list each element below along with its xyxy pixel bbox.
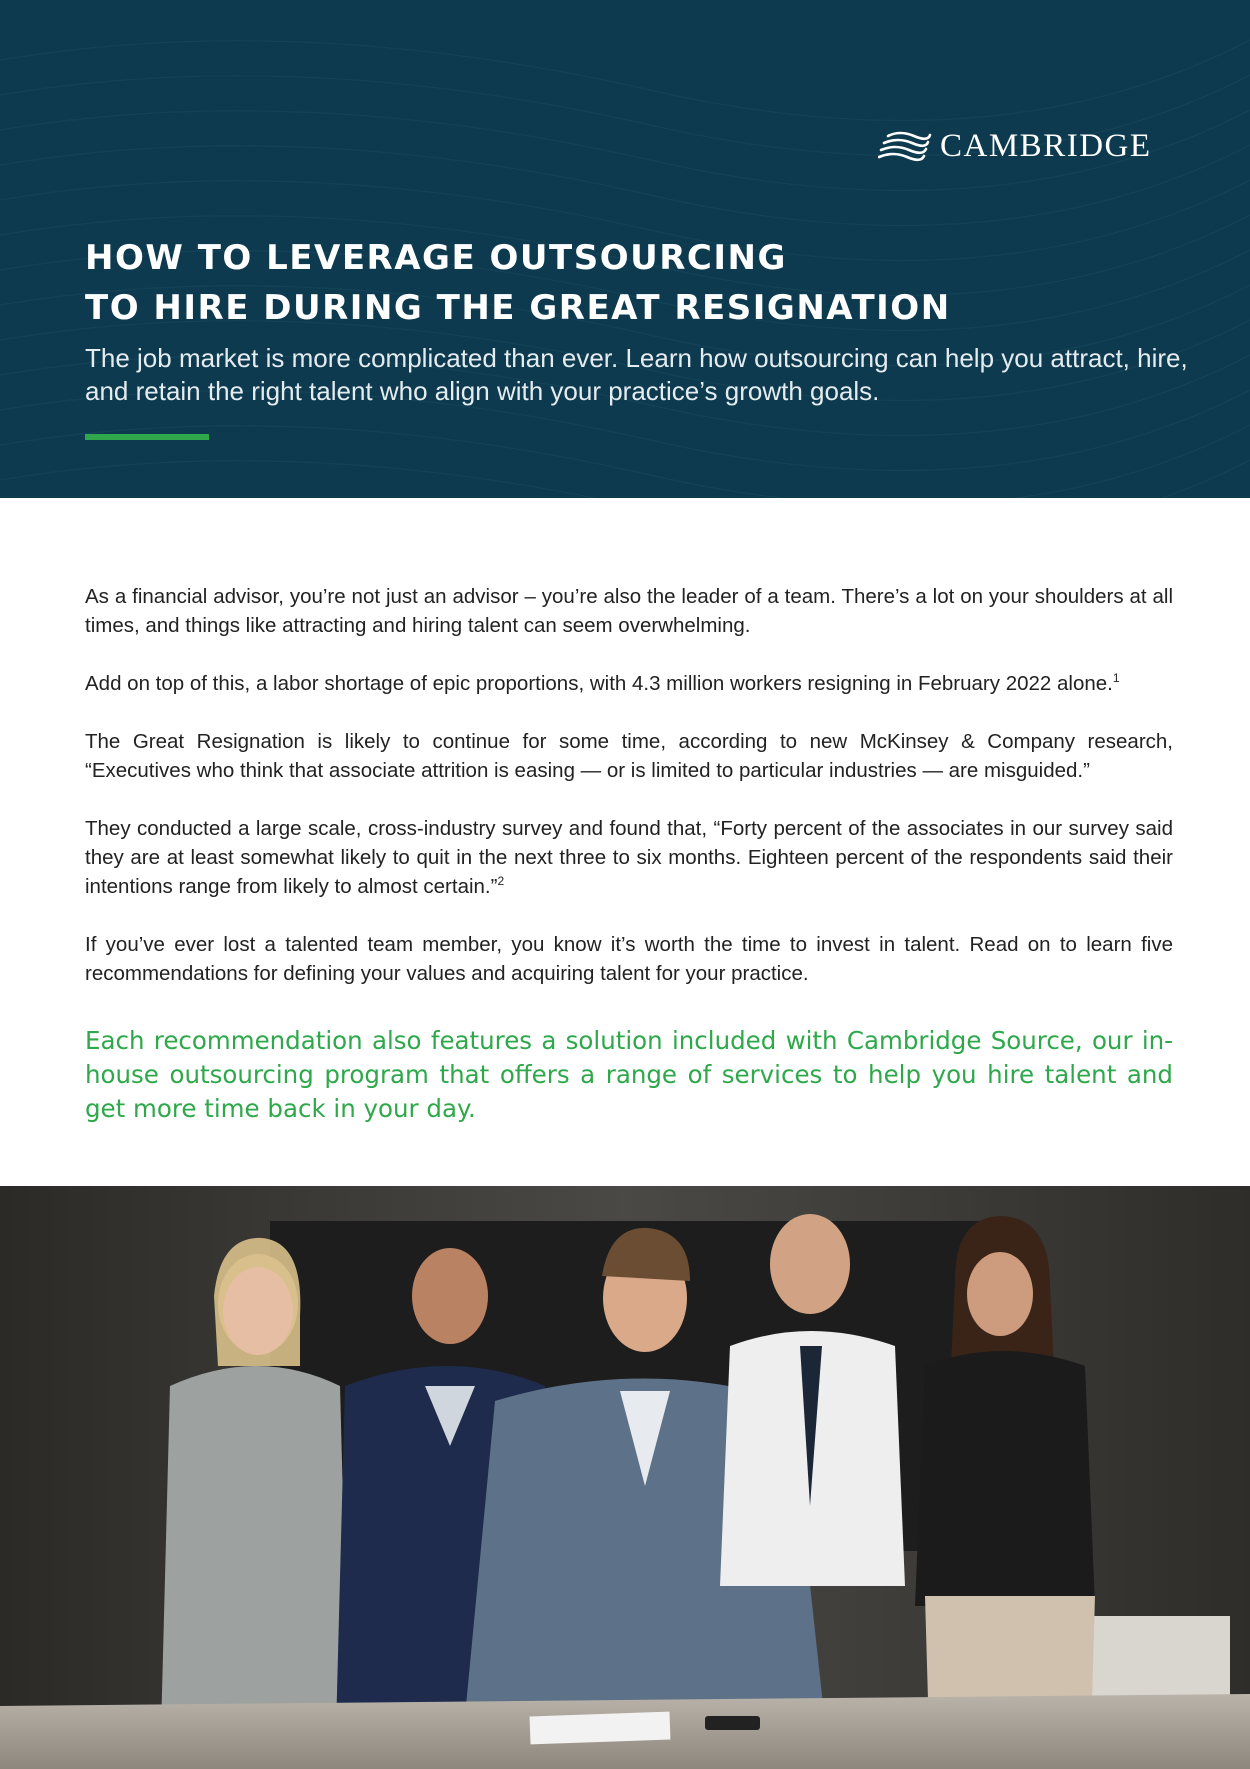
page-title [85, 233, 1185, 333]
logo-wordmark: CAMBRIDGE [940, 128, 1152, 164]
title-line-1: HOW TO LEVERAGE OUTSOURCING [85, 238, 787, 278]
cambridge-logo [878, 126, 1152, 166]
paragraph-5: If you’ve ever lost a talented team member, you know it’s worth the time to invest in talent. Read on to learn five recommendations for defining your values and acquiring talent for your practice. [85, 933, 1173, 985]
footnote-marker: 2 [497, 874, 505, 888]
accent-divider [85, 434, 209, 440]
team-photo-illustration [0, 1186, 1250, 1769]
footnote-marker: 1 [1112, 671, 1120, 685]
paragraph-1: As a financial advisor, you’re not just an advisor – you’re also the leader of a team. There’s a lot on your shoulders at all times, and things like attracting and hiring talent can seem overwhelming. [85, 585, 1173, 637]
page-subtitle: The job market is more complicated than ever. Learn how outsourcing can help you attract, hire, and retain the right talent who align with your practice’s growth goals. [85, 343, 1188, 406]
paragraph-2: Add on top of this, a labor shortage of epic proportions, with 4.3 million workers resigning in February 2022 alone.$^1$ [85, 671, 1120, 695]
paragraph-3: The Great Resignation is likely to continue for some time, according to new McKinsey & Company research, “Executives who think that associate attrition is easing — or is limited to particular industries — are misguided.” [85, 730, 1173, 782]
wave-lines-icon [878, 130, 932, 162]
title-line-2: TO HIRE DURING THE GREAT RESIGNATION [85, 288, 951, 328]
highlight-callout: Each recommendation also features a solution included with Cambridge Source, our in-house outsourcing program that offers a range of services to help you hire talent and get more time back in your day. [85, 1026, 1173, 1123]
team-photo [0, 1186, 1250, 1769]
hero-banner [0, 0, 1250, 498]
intro-body [85, 582, 1173, 1017]
paragraph-4: They conducted a large scale, cross-industry survey and found that, “Forty percent of the associates in our survey said they are at least somewhat likely to quit in the next three to six months. Eighteen percent of the respondents said their intentions range from likely to almost certain.”$^2$ [85, 817, 1173, 898]
